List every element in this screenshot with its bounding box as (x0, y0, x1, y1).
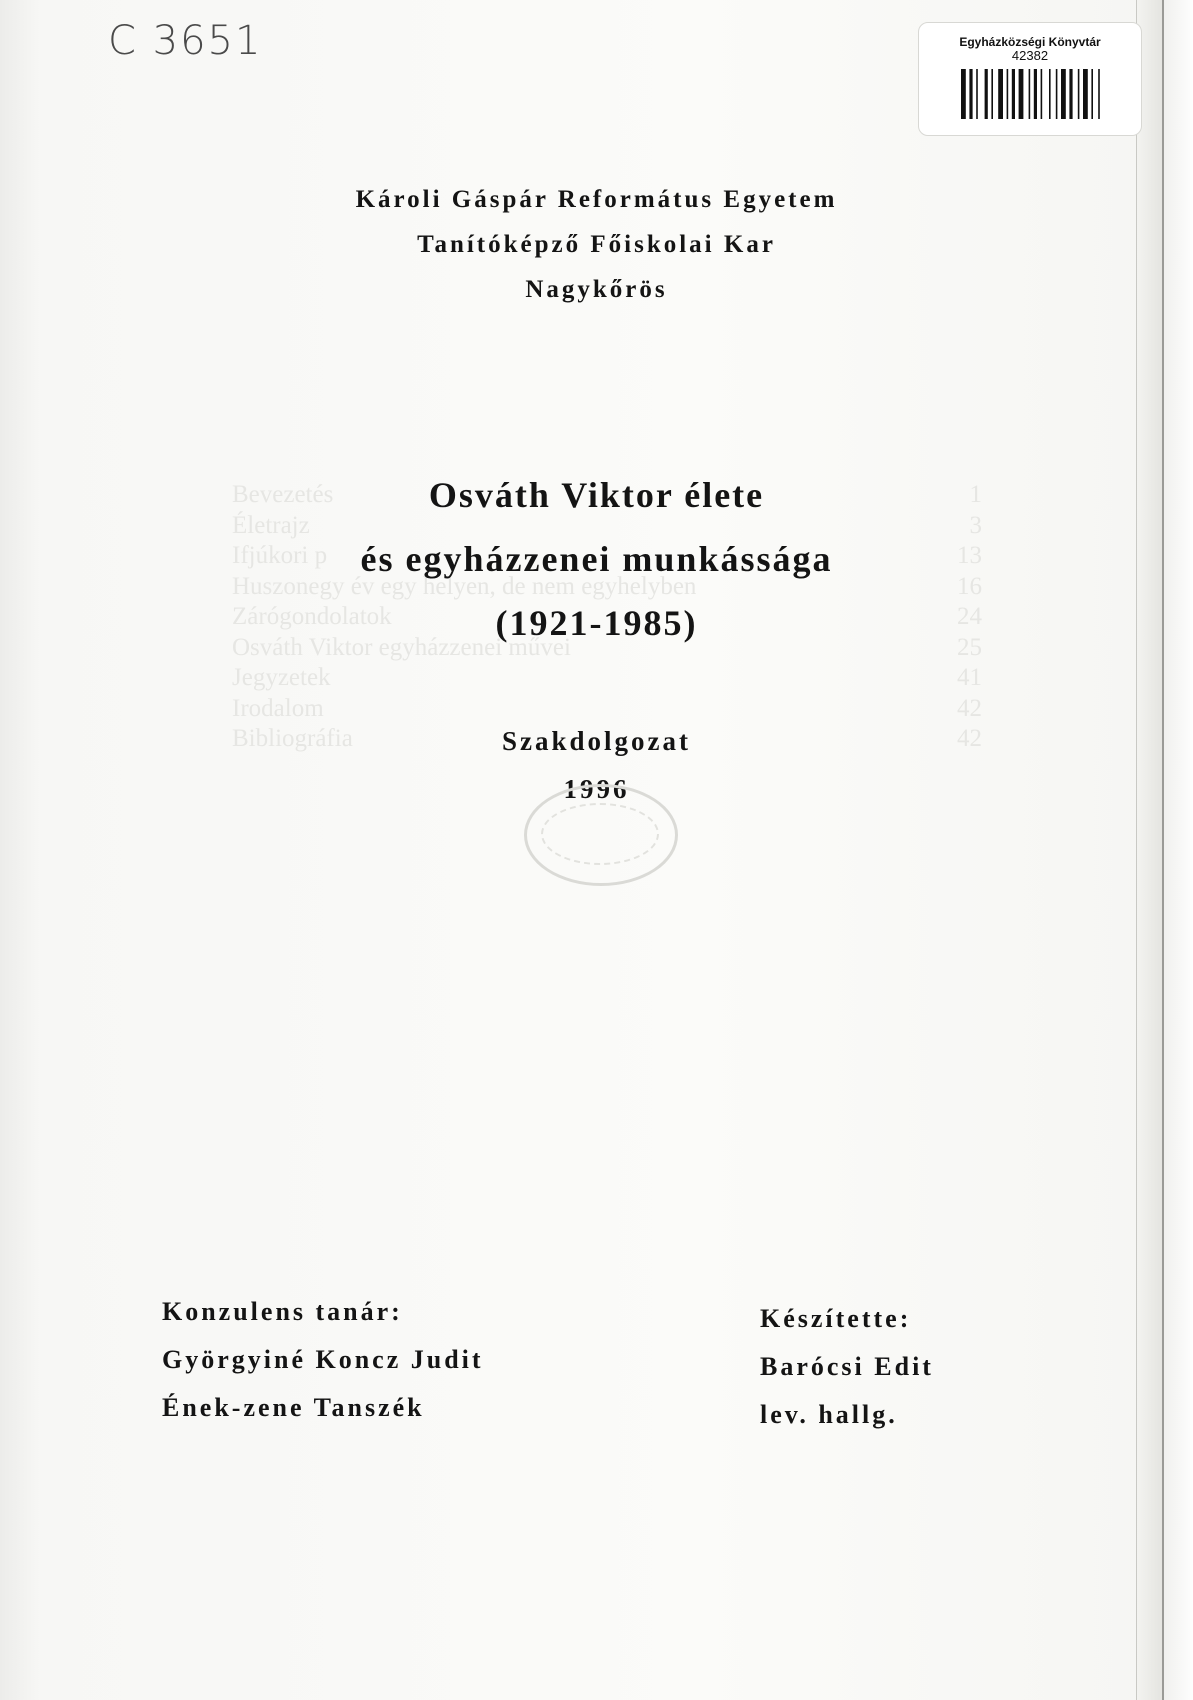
bleed-through-label: Ifjúkori p (232, 542, 328, 569)
bleed-through-label: Huszonegy év egy helyen, de nem egyhelyben (232, 572, 697, 600)
bleed-through-page: 42 (957, 725, 982, 752)
document-year: 1996 (563, 774, 630, 804)
title-years: (1921-1985) (495, 603, 698, 643)
barcode-icon (961, 69, 1113, 119)
bleed-through-page: 25 (957, 633, 982, 661)
bleed-through-label: Életrajz (232, 511, 310, 539)
author-heading: Készítette: (760, 1304, 912, 1333)
author-block (760, 1295, 934, 1439)
bleed-through-row (232, 663, 982, 694)
author-name: Barócsi Edit (760, 1352, 934, 1381)
handwritten-call-number: C 3651 (108, 18, 263, 64)
bleed-through-label: Osváth Viktor egyházzenei művei (232, 633, 571, 661)
advisor-department: Ének-zene Tanszék (162, 1393, 425, 1422)
library-stamp-icon (524, 784, 678, 886)
bleed-through-page: 1 (969, 481, 982, 508)
title-line-1: Osváth Viktor élete (428, 475, 765, 515)
document-type: Szakdolgozat (501, 726, 691, 756)
bleed-through-page: 16 (957, 572, 982, 600)
advisor-name: Györgyiné Koncz Judit (162, 1345, 484, 1374)
library-number: 42382 (1011, 48, 1049, 63)
faculty-name: Tanítóképző Főiskolai Kar (417, 231, 776, 258)
bleed-through-page: 41 (957, 664, 982, 691)
bleed-through-label: Jegyzetek (232, 664, 331, 691)
library-barcode-label (918, 22, 1142, 136)
bleed-through-label: Irodalom (232, 694, 324, 722)
author-status: lev. hallg. (760, 1400, 898, 1429)
city-name: Nagykőrös (525, 276, 668, 303)
bleed-through-row (232, 694, 982, 725)
institution-name: Károli Gáspár Református Egyetem (355, 186, 838, 213)
bleed-through-page: 13 (957, 542, 982, 569)
advisor-heading: Konzulens tanár: (162, 1297, 403, 1326)
bleed-through-label: Bevezetés (232, 481, 334, 508)
bleed-through-label: Zárógondolatok (232, 603, 392, 630)
title-line-2: és egyházzenei munkássága (360, 539, 833, 579)
bleed-through-page: 42 (957, 694, 982, 722)
library-name: Egyházközségi Könyvtár (959, 35, 1101, 49)
bleed-through-page: 3 (969, 511, 982, 539)
bleed-through-label: Bibliográfia (232, 725, 353, 752)
bleed-through-page: 24 (957, 603, 982, 630)
advisor-block (162, 1288, 484, 1432)
